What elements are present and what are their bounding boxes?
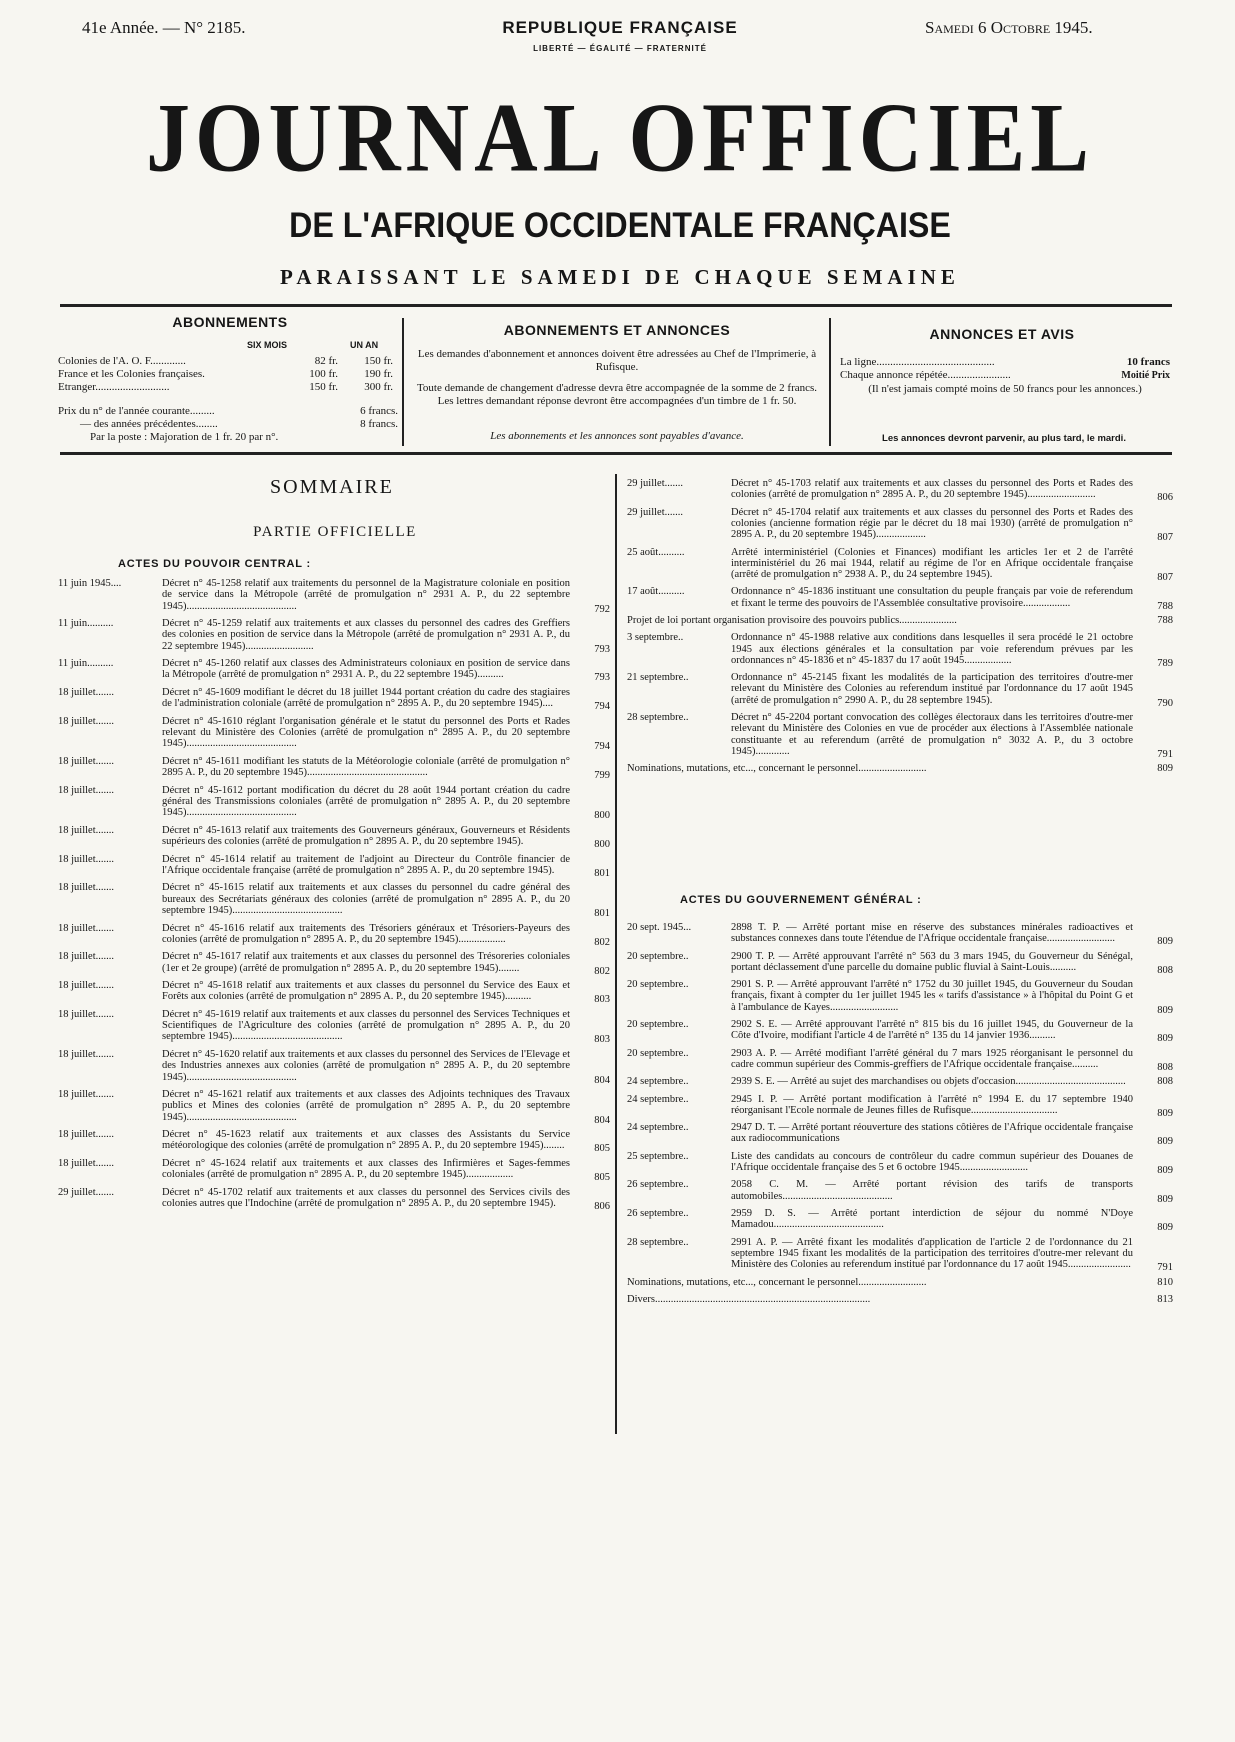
entry-title: Décret n° 45-1609 modifiant le décret du 18 juillet 1944 portant création du cadre des stagiaires de l'administration coloniale (arrêté de promulgation n° 2895 A. P., du 20 septembre 1945).... — [162, 687, 570, 710]
entry-page-number: 802 — [594, 936, 610, 948]
entry-date: 18 juillet....... — [58, 1049, 114, 1060]
entry-title: Décret n° 45-1613 relatif aux traitements des Gouverneurs généraux, Gouverneurs et Résidents supérieurs des colonies (arrêté de promulgation n° 2895 A. P., du 20 septembre 1945). — [162, 824, 570, 848]
entry-page-number: 807 — [1157, 532, 1173, 544]
entry-page-number: 805 — [594, 1172, 610, 1184]
entry-page-number: 808 — [1157, 1076, 1173, 1088]
entry-page-number: 793 — [594, 643, 610, 655]
entry-date: 11 juin.......... — [58, 658, 114, 670]
entry-title: Décret n° 45-1612 portant modification du décret du 28 août 1944 portant création du cadre général des Transmissions coloniales (arrêté de promulgation n° 2895 A. P., du 20 septembre 1945).......................................... — [162, 784, 570, 819]
entry-date: 29 juillet....... — [58, 1186, 114, 1198]
entry-page-number: 792 — [594, 603, 610, 615]
abonnement-row: Colonies de l'A. O. F............. 82 fr. 150 fr. — [58, 355, 393, 367]
parution-line: PARAISSANT LE SAMEDI DE CHAQUE SEMAINE — [280, 265, 960, 289]
entry-date: 18 juillet....... — [58, 853, 114, 865]
entry-page-number: 791 — [1157, 1262, 1173, 1274]
entry-date: 25 août.......... — [627, 546, 685, 558]
entry-title: Décret n° 45-1611 modifiant les statuts de la Météorologie coloniale (arrêté de promulgation n° 2895 A. P., du 20 septembre 1945).............................................. — [162, 755, 570, 779]
entry-page-number: 800 — [594, 810, 610, 822]
entry-title: Décret n° 45-1259 relatif aux traitements et aux classes du personnel des cadres des Greffiers des colonies en position de service dans la Métropole (arrêté de promulgation n° 2931 A. P., du 22 septembre 1945).......................... — [162, 618, 570, 652]
entry-date: 20 septembre.. — [627, 1047, 689, 1059]
entry-page-number: 791 — [1157, 748, 1173, 760]
section-pouvoir-central: ACTES DU POUVOIR CENTRAL : — [118, 558, 311, 570]
entry-title: 2058 C. M. — Arrêté portant révision des tarifs de transports automobiles.......................................... — [731, 1179, 1133, 1202]
abonnements-heading: ABONNEMENTS — [172, 314, 288, 330]
entry-title: 2991 A. P. — Arrêté fixant les modalités d'application de l'article 2 de l'ordonnance du 21 septembre 1945 fixant les modalités de la participation des territoires d'outre-mer relevant du Ministère des Colonies au referendum institué par l'ordonnance du 17 août 1945........................ — [731, 1236, 1133, 1271]
entry-date: 21 septembre.. — [627, 672, 689, 684]
entry-page-number: 789 — [1157, 657, 1173, 669]
entry-date: 18 juillet....... — [58, 784, 114, 796]
abonnements-table — [58, 355, 402, 394]
entry-page-number: 802 — [594, 965, 610, 977]
entry-date: 26 septembre.. — [627, 1208, 689, 1219]
entry-title: Ordonnance n° 45-2145 fixant les modalités de la participation des territoires d'outre-mer relevant du Ministère des Colonies au referendum institué par l'ordonnance du 17 août 1945 (arrêté de promulgation n° 2990 A. P., du 28 septembre 1945). — [731, 672, 1133, 706]
entry-date: 18 juillet....... — [58, 922, 114, 934]
entry-page-number: 806 — [1157, 492, 1173, 504]
entry-date: 20 septembre.. — [627, 950, 689, 962]
column-divider — [615, 474, 617, 1434]
prix-repetee: Chaque annonce répétée....................... Moitié Prix — [840, 369, 1170, 381]
entry-title: Liste des candidats au concours de contrôleur du cadre commun supérieur des Douanes de l'Afrique occidentale française des 5 et 6 octobre 1945.......................... — [731, 1150, 1133, 1174]
entry-date: 20 septembre.. — [627, 1019, 689, 1031]
entry-title: Décret n° 45-1620 relatif aux traitements et aux classes du personnel des Services de l'Elevage et des Industries annexes aux colonies (arrêté de promulgation n° 2895 A. P., du 20 septembre 1945).......................................... — [162, 1049, 570, 1083]
entry-page-number: 794 — [594, 741, 610, 753]
prix-annees-precedentes: — des années précédentes........ 8 francs. — [80, 418, 398, 430]
entry-date: 25 septembre.. — [627, 1150, 689, 1162]
entry-title: Ordonnance n° 45-1988 relative aux conditions dans lesquelles il sera procédé le 21 octobre 1945 aux élections générales et la consultation par voie referendum prévues par les ordonnances n° 45-1836 et n° 45-1837 du 17 août 1945.................. — [731, 632, 1133, 666]
paiement-avance: Les abonnements et les annonces sont payables d'avance. — [490, 430, 744, 442]
entry-page-number: 809 — [1157, 1165, 1173, 1177]
entry-title: 2898 T. P. — Arrêté portant mise en réserve des substances minérales radioactives et substances connexes dans toute l'étendue de l'Afrique occidentale française.......................... — [731, 922, 1133, 945]
changement-adresse-paragraph: Toute demande de changement d'adresse devra être accompagnée de la somme de 2 francs. Les lettres demandant réponse devront être accompagnées d'un timbre de 1 fr. 50. — [416, 382, 818, 407]
entry-page-number: 799 — [594, 770, 610, 782]
col-six-mois: SIX MOIS — [247, 340, 288, 350]
devise: LIBERTÉ — ÉGALITÉ — FRATERNITÉ — [533, 44, 707, 53]
entry-page-number: 794 — [594, 701, 610, 713]
entry-title: Décret n° 45-1258 relatif aux traitements du personnel de la Magistrature coloniale en position de service dans la Métropole (arrêté de promulgation n° 2931 A. P., du 22 septembre 1945).......................................... — [162, 578, 570, 612]
poste-majoration: Par la poste : Majoration de 1 fr. 20 par n°. — [90, 431, 279, 443]
entry-date: 18 juillet....... — [58, 1158, 114, 1169]
entry-date: 20 septembre.. — [627, 979, 689, 991]
entry-date: 18 juillet....... — [58, 882, 114, 894]
entry-page-number: 800 — [594, 839, 610, 851]
entry-page-number: 809 — [1157, 1136, 1173, 1148]
entry-page-number: 809 — [1157, 1033, 1173, 1045]
entry-page-number: 803 — [594, 1034, 610, 1046]
entry-page-number: 809 — [1157, 763, 1173, 775]
entry-date: 11 juin.......... — [58, 618, 114, 630]
entry-page-number: 803 — [594, 994, 610, 1006]
entry-page-number: 788 — [1157, 615, 1173, 626]
entry-date: 17 août.......... — [627, 586, 685, 598]
entry-title: Projet de loi portant organisation provisoire des pouvoirs publics...................... — [627, 615, 957, 626]
entry-page-number: 804 — [594, 1114, 610, 1126]
entry-title: 2939 S. E. — Arrêté au sujet des marchandises ou objets d'occasion.......................................... — [731, 1076, 1126, 1088]
entry-page-number: 801 — [594, 907, 610, 919]
entry-title: Décret n° 45-1617 relatif aux traitements et aux classes du personnel des Trésoreries coloniales (1er et 2e groupe) (arrêté de promulgation n° 2895 A. P., du 20 septembre 1945)........ — [162, 951, 570, 974]
entry-date: 3 septembre.. — [627, 632, 684, 644]
entry-title: Décret n° 45-2204 portant convocation des collèges électoraux dans les territoires d'outre-mer relevant du Ministère des Colonies en vue de procéder aux élections à l'Assemblée nationale constituante et au referendum (arrêté de promulgation n° 3032 A. P., du 3 octobre 1945)............. — [731, 712, 1133, 757]
entry-page-number: 809 — [1157, 1004, 1173, 1016]
entry-date: 18 juillet....... — [58, 755, 114, 767]
entry-title: Nominations, mutations, etc..., concernant le personnel.......................... — [627, 1276, 927, 1288]
prix-annee-courante: Prix du n° de l'année courante......... 6 francs. — [58, 405, 398, 417]
entry-title: Décret n° 45-1624 relatif aux traitements et aux classes des Infirmières et Sages-femmes coloniales (arrêté de promulgation n° 2895 A. P., du 20 septembre 1945).................. — [162, 1158, 570, 1181]
entry-title: Décret n° 45-1702 relatif aux traitements et aux classes du personnel des Services civils des colonies autres que l'Indochine (arrêté de promulgation n° 2895 A. P., du 20 septembre 1945). — [162, 1186, 570, 1210]
box-divider-2 — [829, 318, 831, 446]
annonces-avis-heading: ANNONCES ET AVIS — [929, 326, 1075, 342]
entry-date: 18 juillet....... — [58, 1008, 114, 1020]
issue-date: Samedi 6 Octobre 1945. — [925, 18, 1093, 37]
entry-date: 18 juillet....... — [58, 687, 114, 698]
entry-title: Décret n° 45-1610 réglant l'organisation générale et le statut du personnel des Ports et Rades relevant du Ministère des Colonies (arrêté de promulgation n° 2895 A. P., du 20 septembre 1945).......................................... — [162, 715, 570, 750]
entry-title: Divers.................................................................................. — [627, 1293, 871, 1305]
section-gouvernement-general: ACTES DU GOUVERNEMENT GÉNÉRAL : — [680, 894, 922, 906]
entry-date: 20 sept. 1945... — [627, 922, 692, 933]
entry-title: 2947 D. T. — Arrêté portant réouverture des stations côtières de l'Afrique occidentale française aux radiocommunications — [731, 1122, 1133, 1145]
abonnements-annonces-heading: ABONNEMENTS ET ANNONCES — [503, 322, 731, 338]
sommaire-left-column — [58, 578, 610, 1418]
entry-page-number: 809 — [1157, 936, 1173, 948]
entry-page-number: 805 — [594, 1143, 610, 1155]
entry-page-number: 809 — [1157, 1193, 1173, 1205]
journal-subtitle: DE L'AFRIQUE OCCIDENTALE FRANÇAISE — [289, 206, 951, 245]
entry-page-number: 809 — [1157, 1107, 1173, 1119]
entry-title: Ordonnance n° 45-1836 instituant une consultation du peuple français par voie de referendum et fixant le terme des pouvoirs de l'Assemblée consultative provisoire.................. — [731, 586, 1133, 609]
entry-page-number: 793 — [594, 672, 610, 684]
entry-title: Arrêté interministériel (Colonies et Finances) modifiant les articles 1er et 2 de l'arrêté interministériel du 26 mai 1944, relatif au régime de l'or en Afrique occidentale française (arrêté de promulgation n° 2938 A. P., du 24 septembre 1945). — [731, 546, 1133, 581]
box-top-rule — [60, 304, 1172, 307]
entry-date: 29 juillet....... — [627, 506, 683, 518]
entry-title: Décret n° 45-1618 relatif aux traitements et aux classes du personnel du Service des Eaux et Forêts aux colonies (arrêté de promulgation n° 2895 A. P., du 20 septembre 1945).......... — [162, 980, 570, 1003]
adresse-paragraph: Les demandes d'abonnement et annonces doivent être adressées au Chef de l'Imprimerie, à Rufisque. — [417, 348, 817, 373]
entry-title: 2945 I. P. — Arrêté portant modification à l'arrêté n° 1994 E. du 17 septembre 1940 réorganisant l'Ecole normale de Jeunes filles de Rufisque................................. — [731, 1093, 1133, 1116]
entry-page-number: 807 — [1157, 572, 1173, 584]
minimum-note: (Il n'est jamais compté moins de 50 francs pour les annonces.) — [868, 383, 1142, 395]
entry-title: 2959 D. S. — Arrêté portant interdiction de séjour du nommé N'Doye Mamadou.......................................... — [731, 1208, 1133, 1231]
sommaire-title: SOMMAIRE — [270, 476, 394, 498]
delai-annonces: Les annonces devront parvenir, au plus tard, le mardi. — [882, 433, 1126, 444]
entry-title: Décret n° 45-1615 relatif aux traitements et aux classes du personnel du cadre général des bureaux des Secrétariats généraux des colonies (arrêté de promulgation n° 2895 A. P., du 20 septembre 1945).......................................... — [162, 882, 570, 916]
entry-page-number: 801 — [594, 867, 610, 879]
journal-title: JOURNAL OFFICIEL — [146, 84, 1094, 193]
entry-page-number: 809 — [1157, 1222, 1173, 1234]
entry-page-number: 806 — [594, 1201, 610, 1213]
box-bottom-rule — [60, 452, 1172, 455]
entry-date: 28 septembre.. — [627, 1236, 689, 1248]
entry-title: Nominations, mutations, etc..., concernant le personnel.......................... — [627, 763, 927, 775]
entry-title: Décret n° 45-1619 relatif aux traitements et aux classes du personnel des Services Techniques et Scientifiques de l'Agriculture des colonies (arrêté de promulgation n° 2895 A. P., du 20 septembre 1945).......................................... — [162, 1008, 570, 1043]
entry-date: 26 septembre.. — [627, 1179, 689, 1191]
prix-ligne: La ligne........................................... 10 francs — [840, 356, 1170, 368]
partie-officielle: PARTIE OFFICIELLE — [253, 524, 417, 540]
issue-number: 41e Année. — N° 2185. — [82, 18, 246, 37]
col-un-an: UN AN — [350, 340, 379, 350]
entry-date: 24 septembre.. — [627, 1122, 689, 1134]
entry-date: 11 juin 1945.... — [58, 578, 122, 589]
entry-date: 18 juillet....... — [58, 1129, 114, 1141]
abonnement-row: Etranger........................... 150 fr. 300 fr. — [58, 381, 393, 393]
entry-page-number: 790 — [1157, 697, 1173, 709]
entry-title: 2900 T. P. — Arrêté approuvant l'arrêté n° 563 du 3 mars 1945, du Gouverneur du Sénégal, portant déclassement d'une parcelle du domaine public fluvial à Saint-Louis.......... — [731, 950, 1133, 973]
entry-title: Décret n° 45-1260 relatif aux classes des Administrateurs coloniaux en position de service dans la Métropole (arrêté de promulgation n° 2931 A. P., du 22 septembre 1945).......... — [162, 658, 570, 681]
entry-title: 2902 S. E. — Arrêté approuvant l'arrêté n° 815 bis du 16 juillet 1945, du Gouverneur de la Côte d'Ivoire, modifiant l'article 4 de l'arrêté n° 135 du 14 janvier 1936.......... — [731, 1019, 1133, 1042]
entry-title: 2903 A. P. — Arrêté modifiant l'arrêté général du 7 mars 1925 réorganisant le personnel du cadre commun supérieur des Commis-greffiers de l'Afrique occidentale française.......... — [731, 1047, 1133, 1070]
entry-page-number: 813 — [1157, 1293, 1173, 1305]
entry-title: Décret n° 45-1614 relatif au traitement de l'adjoint au Directeur du Contrôle financier de l'Afrique occidentale française (arrêté de promulgation n° 2895 A. P., du 20 septembre 1945). — [162, 853, 570, 876]
sommaire-general-column — [627, 922, 1173, 1422]
entry-date: 24 septembre.. — [627, 1093, 689, 1105]
entry-title: Décret n° 45-1616 relatif aux traitements des Trésoriers généraux et Trésoriers-Payeurs des colonies (arrêté de promulgation n° 2895 A. P., du 20 septembre 1945).................. — [162, 922, 570, 945]
entry-title: Décret n° 45-1621 relatif aux traitements et aux classes des Adjoints techniques des Travaux publics et Mines des colonies (arrêté de promulgation n° 2895 A. P., du 20 septembre 1945).......................................... — [162, 1089, 570, 1123]
entry-page-number: 788 — [1157, 600, 1173, 612]
republique-heading: REPUBLIQUE FRANÇAISE — [502, 18, 738, 37]
sommaire-right-column — [627, 478, 1173, 878]
entry-title: Décret n° 45-1704 relatif aux traitements et aux classes du personnel des Ports et Rades des colonies (ancienne formation régie par le décret du 18 mai 1930) (arrêté de promulgation n° 2895 A. P., du 20 septembre 1945)................... — [731, 506, 1133, 541]
entry-date: 29 juillet....... — [627, 478, 683, 489]
box-divider-1 — [402, 318, 404, 446]
entry-page-number: 808 — [1157, 1061, 1173, 1073]
entry-date: 28 septembre.. — [627, 712, 689, 724]
entry-title: Décret n° 45-1623 relatif aux traitements et aux classes des Assistants du Service météorologique des colonies (arrêté de promulgation n° 2895 A. P., du 20 septembre 1945)........ — [162, 1129, 570, 1152]
entry-date: 18 juillet....... — [58, 824, 114, 836]
entry-date: 24 septembre.. — [627, 1076, 689, 1088]
entry-date: 18 juillet....... — [58, 951, 114, 963]
entry-page-number: 808 — [1157, 964, 1173, 976]
entry-date: 18 juillet....... — [58, 715, 114, 727]
abonnement-row: France et les Colonies françaises. 100 fr. 190 fr. — [58, 368, 393, 380]
entry-title: 2901 S. P. — Arrêté approuvant l'arrêté n° 1752 du 30 juillet 1945, du Gouverneur du Soudan français, fixant à compter du 1er juillet 1945 les « tarifs d'assistance » à l'hôpital du Point G et à l'ambulance de Kayes.......................... — [731, 979, 1133, 1013]
entry-page-number: 804 — [594, 1074, 610, 1086]
entry-date: 18 juillet....... — [58, 1089, 114, 1101]
entry-page-number: 810 — [1157, 1276, 1173, 1288]
entry-date: 18 juillet....... — [58, 980, 114, 992]
entry-title: Décret n° 45-1703 relatif aux traitements et aux classes du personnel des Ports et Rades des colonies (arrêté de promulgation n° 2895 A. P., du 20 septembre 1945).......................... — [731, 478, 1133, 501]
